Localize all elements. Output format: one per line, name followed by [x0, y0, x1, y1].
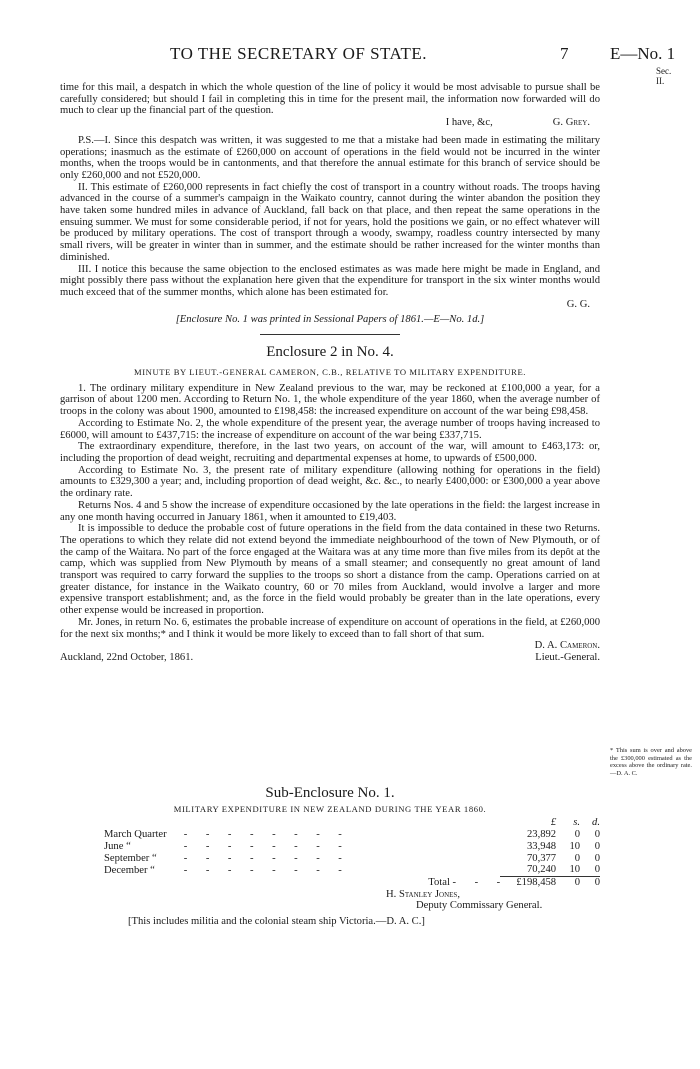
- minute-paragraph-1: 1. The ordinary military expenditure in New Zealand previous to the war, may be reckoned at £100,000 a year, for a garrison of about 1200 men. According to Return No. 1, the whole expenditure of the year 1860, when the average number of troops in the colony was about 1900, amounted to £198,458: the increased expenditure on account of the war being £98,458.: [60, 382, 600, 418]
- postscript-paragraph-2: II. This estimate of £260,000 represents in fact chiefly the cost of transport in a country without roads. The troops having advanced in the course of a summer's campaign in the Waikato country, cannot during the winter abandon the position they have taken some hundred miles in advance of Auckland, fall back on that place, and then repeat the same operations in the ensuing summer. We must for some considerable period, if not for years, hold the positions we gain, or no effect whatever will be produced by military operations. The cost of transport through a woody, swampy, roadless country intersected by many small rivers, will be greater in winter than in summer, and the estimate should be rather increased for the winter months than diminished.: [60, 181, 600, 263]
- row-pence: 0: [594, 840, 600, 852]
- table-row: [104, 853, 600, 865]
- row-pence: 0: [594, 829, 600, 841]
- minute-paragraph-2: According to Estimate No. 2, the whole expenditure of the present year, the average number of troops having increased to £6000, will amount to £437,715: the increase of expenditure on account of the war being £337,715.: [60, 417, 600, 441]
- row-label: June “: [104, 840, 131, 852]
- table-row: [104, 841, 600, 853]
- minute-place-date-row: [60, 652, 600, 664]
- leader-dashes: - - - - - - - -: [183, 829, 342, 841]
- closing-phrase: I have, &c,: [445, 117, 493, 129]
- sub-enclosure: [60, 785, 600, 928]
- postscript-paragraph-3: III. I notice this because the same objection to the enclosed estimates as was made here might be made in England, and might possibly there pass without the explanation here given that the expenditure for transport in the six winter months would much exceed that of the summer months, which alone has been estimated for.: [60, 263, 600, 298]
- minute-paragraph-5: Returns Nos. 4 and 5 show the increase of expenditure occasioned by the late operations in the field: the largest increase in any one month having occurred in January 1861, when it amounted to £19,403.: [60, 499, 600, 523]
- expenditure-table: [104, 817, 600, 888]
- leader-dashes: - - - - - - - -: [183, 840, 342, 852]
- signer-title: Deputy Commissary General.: [416, 900, 543, 912]
- row-label: December “: [104, 864, 155, 876]
- sub-enclosure-heading: Sub-Enclosure No. 1.: [265, 785, 395, 801]
- document-reference: E—No. 1: [610, 44, 676, 63]
- shillings-header: s.: [573, 817, 581, 829]
- table-row: [104, 829, 600, 841]
- minute-signature-rank: Lieut.-General.: [535, 651, 600, 663]
- row-pounds: 33,948: [526, 840, 557, 852]
- row-pounds: 23,892: [526, 829, 557, 841]
- section-label: Sec. II.: [656, 66, 672, 86]
- main-text: [60, 82, 600, 664]
- enclosure-1-note: [Enclosure No. 1 was printed in Sessional Papers of 1861.—E—No. 1d.]: [175, 314, 485, 326]
- minute-place-date: Auckland, 22nd October, 1861.: [60, 651, 194, 663]
- enclosure-heading: Enclosure 2 in No. 4.: [266, 344, 394, 361]
- postscript-paragraph-1: P.S.—I. Since this despatch was written, it was suggested to me that a mistake had been made in estimating the military operations; inasmuch as the estimate of £260,000 on account of operations in the field would not be incurred in the winter months, when the troops would be in cantonments, and that therefore the annual estimate for this branch of service should be only £260,000 and not £520,000.: [60, 134, 600, 181]
- total-label: Total - - -: [428, 876, 501, 888]
- signer-name: H. Stanley Jones,: [386, 888, 460, 900]
- sub-enclosure-note: [This includes militia and the colonial steam ship Victoria.—D. A. C.]: [128, 916, 425, 928]
- row-pence: 0: [594, 852, 600, 864]
- postscript-sign-off: [60, 299, 600, 311]
- page-number: 7: [560, 44, 569, 63]
- despatch-sign-off: [60, 117, 600, 129]
- currency-header-row: [104, 817, 600, 829]
- row-label: March Quarter: [104, 829, 167, 841]
- row-pence: 0: [594, 864, 600, 876]
- row-pounds: 70,377: [526, 852, 557, 864]
- minute-paragraph-4: According to Estimate No. 3, the present rate of military expenditure (allowing nothing for operations in the field) amounts to £329,300 a year; and, including proportion of dead weight, &c. &c., to nearly £400,000: or £300,000 a year above the ordinary rate.: [60, 464, 600, 500]
- table-row: [104, 864, 600, 876]
- leader-dashes: - - - - - - - -: [183, 852, 342, 864]
- row-pounds: 70,240: [526, 864, 557, 876]
- minute-paragraph-7: Mr. Jones, in return No. 6, estimates the probable increase of expenditure on account of operations in the field, at £260,000 for the next six months;* and I think it would be more likely to exceed than to fall short of that sum.: [60, 616, 600, 640]
- row-shillings: 0: [574, 829, 581, 841]
- margin-footnote: * This sum is over and above the £300,000 estimated as the excess above the ordinary rate.—D. A. C.: [610, 747, 692, 777]
- minute-signature-row: [60, 640, 600, 652]
- row-shillings: 10: [569, 864, 581, 876]
- minute-paragraph-6: It is impossible to deduce the probable cost of future operations in the field from the data contained in these two Returns. The operations to which they relate did not extend beyond the immediate neighbourhood of the town of New Plymouth, or of the camp of the Waitara. No part of the force engaged at the Waitara was at any time more than five miles from its depôt at the camp, which was supplied from New Plymouth by means of a small steamer; and consequently no great amount of land transport was required to carry forward the supplies to the troops so short a distance from the camp. Operations carried on at greater distance, for instance in the Waikato country, 60 or 70 miles from Auckland, would involve a larger and more expensive transport establishment; and, as the force in the field would probably be greater than in the late operations, every other expense would be increased in proportion.: [60, 523, 600, 617]
- expenditure-table-title: MILITARY EXPENDITURE IN NEW ZEALAND DURING THE YEAR 1860.: [173, 803, 487, 814]
- minute-paragraph-3: The extraordinary expenditure, therefore, in the last two years, on account of the war, will amount to £463,173: or, including the proportion of dead weight, recruiting and departmental expenses at home, to upwards of £500,000.: [60, 441, 600, 464]
- total-shillings: 0: [556, 876, 580, 888]
- total-pence: 0: [580, 876, 600, 888]
- total-row: [104, 876, 600, 888]
- page-header: [60, 44, 680, 86]
- despatch-opening: time for this mail, a despatch in which the whole question of the line of policy it would be most advisable to pursue shall be carefully considered; but should I fail in completing this in time for the present mail, the information now forwarded will do much to clear up the financial part of the question.: [60, 82, 600, 117]
- pounds-header: £: [550, 817, 557, 829]
- total-pounds: £198,458: [500, 876, 556, 888]
- row-shillings: 10: [569, 840, 581, 852]
- row-label: September “: [104, 852, 157, 864]
- minute-heading: MINUTE BY LIEUT.-GENERAL CAMERON, C.B., RELATIVE TO MILITARY EXPENDITURE.: [133, 367, 527, 378]
- minute-signature-name: D. A. Cameron.: [534, 640, 600, 652]
- row-shillings: 0: [574, 852, 581, 864]
- leader-dashes: - - - - - - - -: [183, 864, 342, 876]
- postscript-signature: G. G.: [566, 298, 590, 310]
- section-divider: [260, 334, 400, 335]
- running-title: TO THE SECRETARY OF STATE.: [170, 44, 427, 63]
- pence-header: d.: [592, 817, 600, 829]
- despatch-signature: G. Grey.: [552, 117, 590, 129]
